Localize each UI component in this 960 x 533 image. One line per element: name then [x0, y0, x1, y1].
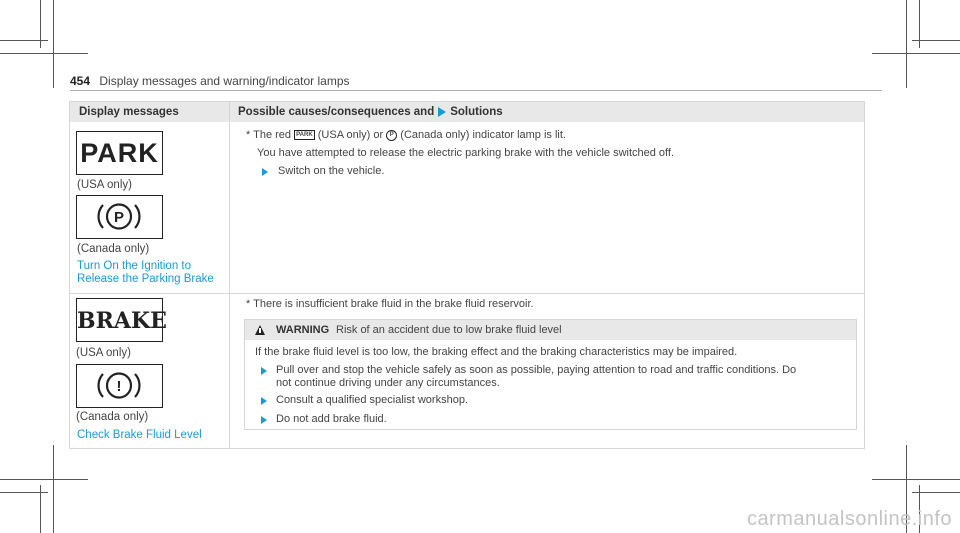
lamp-caption: (USA only): [76, 347, 131, 359]
lamp-caption: (Canada only): [76, 411, 149, 423]
help-link[interactable]: Check Brake Fluid Level: [77, 429, 202, 441]
parking-brake-circle-icon: [76, 195, 163, 239]
lamp-symbol: P: [113, 209, 125, 226]
warning-step: Consult a qualified specialist workshop.: [276, 394, 468, 406]
warning-box: [244, 319, 857, 430]
crop-mark: [912, 492, 960, 493]
park-lamp-icon: PARK: [296, 132, 313, 139]
crop-mark: [53, 445, 54, 533]
crop-mark: [0, 492, 48, 493]
warning-step: Do not add brake fluid.: [276, 413, 387, 425]
col-header-display-messages: Display messages: [79, 106, 179, 118]
cause-detail: You have attempted to release the electric parking brake with the vehicle switched off.: [257, 147, 675, 159]
help-link[interactable]: Turn On the Ignition to Release the Parking Brake: [77, 260, 214, 285]
warning-step-cont: not continue driving under any circumstances.: [276, 377, 500, 389]
crop-mark: [0, 53, 88, 54]
brake-warning-circle-icon: [76, 364, 163, 408]
header-title: Display messages and warning/indicator lamps: [99, 74, 350, 88]
watermark: carmanualsonline.info: [746, 508, 952, 530]
page-number: 454: [70, 74, 91, 88]
crop-mark: [53, 0, 54, 88]
solution-arrow-icon: [261, 367, 267, 375]
solution-step: Switch on the vehicle.: [278, 165, 385, 177]
crop-mark: [912, 40, 960, 41]
warning-body: If the brake fluid level is too low, the braking effect and the braking characteristics may be impaired.: [255, 346, 738, 358]
warning-step: Pull over and stop the vehicle safely as soon as possible, paying attention to road and traffic conditions. Do: [276, 364, 797, 376]
crop-mark: [0, 479, 88, 480]
lamp-caption: (Canada only): [77, 243, 150, 255]
park-lamp-icon: PARK: [76, 131, 163, 175]
warning-text: Risk of an accident due to low brake fluid level: [336, 324, 562, 336]
crop-mark: [0, 40, 48, 41]
col-header-solutions-text: Solutions: [450, 106, 503, 118]
solution-arrow-icon: [262, 168, 268, 176]
crop-mark: [872, 53, 960, 54]
crop-mark: [872, 479, 960, 480]
warning-header: [245, 320, 856, 340]
table-header: [70, 102, 864, 122]
cause-line: * There is insufficient brake fluid in the brake fluid reservoir.: [246, 298, 534, 310]
solution-arrow-icon: [261, 416, 267, 424]
parking-brake-circle-icon: P: [386, 130, 397, 141]
cause-line: * The red PARK (USA only) or P (Canada only) indicator lamp is lit.: [246, 129, 566, 141]
col-header-causes: [238, 106, 503, 118]
solution-arrow-icon: [261, 397, 267, 405]
lamp-symbol: !: [116, 378, 122, 395]
solution-arrow-icon: [438, 107, 446, 117]
column-divider: [229, 102, 230, 448]
crop-mark: [906, 0, 907, 88]
header-divider: [70, 90, 882, 91]
brake-lamp-icon: BRAKE: [76, 298, 163, 342]
col-header-causes-text: Possible causes/consequences and: [238, 106, 435, 118]
row-divider: [70, 293, 864, 294]
running-header: [70, 74, 350, 88]
lamp-caption: (USA only): [77, 179, 132, 191]
warning-label: WARNING: [276, 324, 330, 336]
